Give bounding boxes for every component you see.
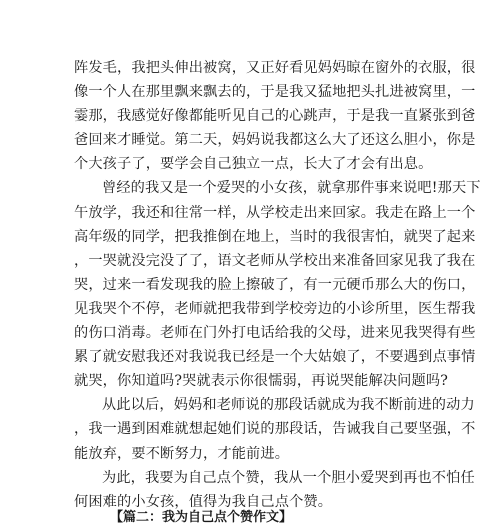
text-line: 何困难的小女孩，值得为我自己点个赞。 [74,493,333,510]
text-line: 累了就安慰我还对我说我已经是一个大姑娘了，不要遇到点事情 [74,349,476,366]
text-line: 阵发毛，我把头伸出被窝，又正好看见妈妈晾在窗外的衣服，很 [74,60,476,76]
text-line: ，一哭就没完没了了，语文老师从学校出来准备回家见我了我在 [74,252,476,269]
text-line: 午放学，我还和往常一样，从学校走出来回家。我走在路上一个 [74,204,476,221]
text-line: 能放弃，要不断努力，才能前进。 [74,445,290,462]
text-line: 的伤口消毒。老师在门外打电话给我的父母，进来见我哭得有些 [74,325,476,342]
text-line: 霎那，我感觉好像都能听见自己的心跳声，于是我一直紧张到爸 [74,108,476,125]
paragraph-first-line: 为此，我要为自己点个赞，我从一个胆小爱哭到再也不怕任 [102,469,475,486]
text-line: 高年级的同学，把我推倒在地上，当时的我很害怕，就哭了起来 [74,228,476,245]
text-line: 见我哭个不停，老师就把我带到学校旁边的小诊所里，医生帮我 [74,300,476,317]
next-section-heading: 【篇二：我为自己点个赞作文】 [110,510,293,525]
text-line: 就哭，你知道吗?哭就表示你很懦弱，再说哭能解决问题吗? [74,373,448,390]
text-line: 像一个人在那里飘来飘去的，于是我又猛地把头扎进被窝里，一 [74,84,476,101]
text-line: 哭，过来一看发现我的脸上擦破了，有一元硬币那么大的伤口， [74,276,476,293]
text-line: ，我一遇到困难就想起她们说的那段话，告诫我自己要坚强，不 [74,421,476,438]
body-text [74,56,481,514]
text-line: 个大孩子了，要学会自己独立一点，长大了才会有出息。 [74,156,433,173]
paragraph-first-line: 曾经的我又是一个爱哭的小女孩，就拿那件事来说吧!那天下 [102,180,481,197]
text-line: 爸回来才睡觉。第二天，妈妈说我都这么大了还这么胆小，你是 [74,132,476,149]
paragraph-first-line: 从此以后，妈妈和老师说的那段话就成为我不断前进的动力 [102,397,475,414]
